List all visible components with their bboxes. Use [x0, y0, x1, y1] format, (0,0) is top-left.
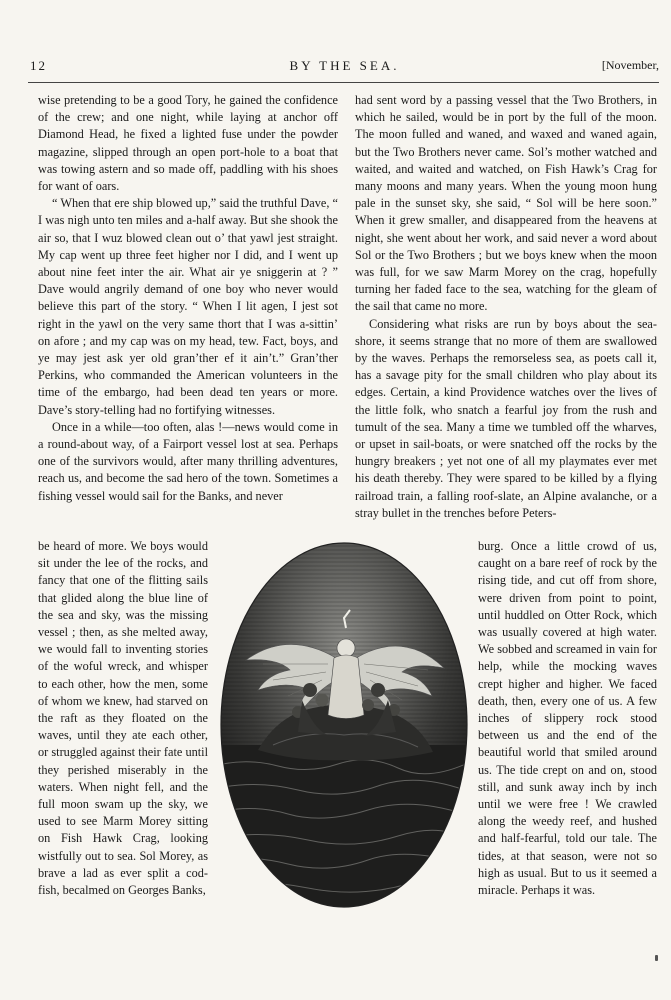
header-rule	[28, 82, 659, 83]
left-column	[38, 92, 338, 505]
right-narrow-text	[478, 538, 657, 899]
paragraph: Once in a while—too often, alas !—news would come in a round-about way, of a Fairport vessel lost at sea. Perhaps one of the survivors would, after many thrilling adventures, reach us, and become the sad hero of the town. Sometimes a fishing vessel would sail for the Banks, and never	[38, 419, 338, 503]
paragraph: wise pretending to be a good Tory, he gained the confidence of the crew; and one night, while laying at anchor off Diamond Head, he fixed a lighted fuse under the powder magazine, slipped through an open port-hole to a boat that was towing astern and so made off, paddling with his shoes for want of oars.	[38, 93, 338, 194]
margin-mark	[655, 955, 658, 961]
paragraph: Considering what risks are run by boys about the sea-shore, it seems strange that no more of them are swallowed by the waves. Perhaps the remorseless sea, as poets call it, has a savage pity for the small children who play about its edges. Certain, a kind Providence watches over the lives of the little folk, who snatch a fearful joy from the rush and tumult of the sea. Many a time we tumbled off the wharves, or upset in sail-boats, or were snatched off the rocks by the hungry breakers ; yet not one of all my playmates ever met his death thereby. They were spared to be killed by a flying railroad train, a falling roof-slate, an Alpine avalanche, or a stray bullet in the trenches before Peters-	[355, 316, 657, 520]
running-title: BY THE SEA.	[289, 58, 400, 73]
running-header	[30, 58, 659, 78]
left-narrow-text	[38, 538, 208, 899]
paragraph: “ When that ere ship blowed up,” said the truthful Dave, “ I was nigh unto ten miles and a-half away. But she shook the air so, that I wuz blowed clean out o’ that yawl jest straight. My cap went up three feet higher nor I did, and I went up about nine feet inter the air. What air ye sniggerin at ? ” Dave would angrily demand of one boy who never would believe this part of the story. “ When I lit agen, I jest sot right in the yawl on the very same thort that I was a-sittin’ on afore ; and my cap was on my head, tew. Fact, boys, and ye may jest ask yer old gran’ther ef it ain’t.” Gran’ther Perkins, who commanded the American volunteers in the time of the embargo, had been dead ten years or more. Dave’s story-telling had no fortifying witnesses.	[38, 196, 338, 417]
oval-engraving-illustration	[218, 540, 470, 910]
paragraph: be heard of more. We boys would sit under the lee of the rocks, and fancy that one of the flitting sails that glided along the blue line of the sea and sky, was the missing vessel ; then, as she melted away, we would fall to inventing stories of the woful wreck, and whisper to each other, how the men, some of whom we knew, had starved on the raft as they floated on the waves, until they ate each other, or struggled against their fate until they perished miserably in the waters. When night fell, and the full moon swam up the sky, we used to see Marm Morey sitting on Fish Hawk Crag, looking wistfully out to sea. Sol Morey, as brave a lad as ever split a cod-fish, becalmed on Georges Banks,	[38, 539, 208, 898]
issue-month: [November,	[601, 58, 659, 72]
paragraph: had sent word by a passing vessel that the Two Brothers, in which he sailed, would be in port by the full of the moon. The moon fulled and waned, and waxed and waned again, but the Two Brothers never came. Sol’s mother watched and waited, and waited and watched, on Fish Hawk’s Crag for many moons and many years. When the young moon hung pale in the sunset sky, she said, “ Sol will be here soon.” When it grew smaller, and disappeared from the heavens at night, she went about her work, and said never a word about Sol or the Two Brothers ; but we boys knew when the moon was full, for we saw Marm Morey on the crag, hopefully turning her faded face to the sea, watching for the gleam of the sail that came no more.	[355, 93, 657, 314]
page-number: 12	[30, 58, 47, 73]
paragraph: burg. Once a little crowd of us, caught on a bare reef of rock by the rising tide, and cut off from shore, were driven from point to point, until huddled on Otter Rock, which was usually covered at high water. We sobbed and screamed in vain for help, while the mocking waves crept higher and higher. We faced death, then, every one of us. A few inches of slippery rock stood between us and the end of the beautiful world that smiled around us. The tide crept on and on, stood still, and sunk away inch by inch until we were free ! We crawled along the weedy reef, and hushed and half-fearful, told our tale. The tides, at that season, were not so high as usual. But to us it seemed a miracle. Perhaps it was.	[478, 539, 657, 898]
right-column	[355, 92, 657, 522]
